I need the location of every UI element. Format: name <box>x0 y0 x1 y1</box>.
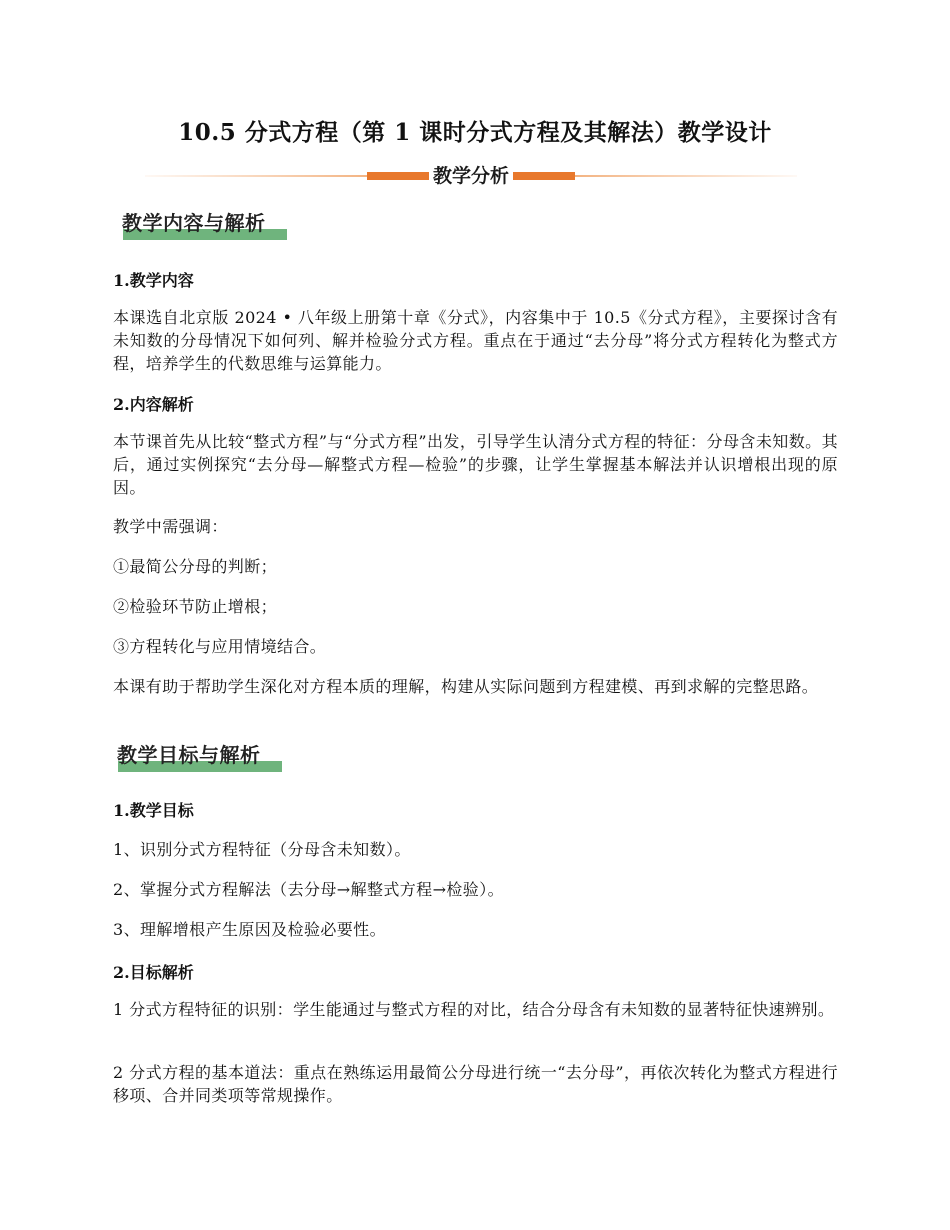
paragraph: 2 分式方程的基本道法：重点在熟练运用最简公分母进行统一“去分母”，再依次转化为整式方程进行移项、合并同类项等常规操作。 <box>113 1063 838 1105</box>
paragraph: 本节课首先从比较“整式方程”与“分式方程”出发，引导学生认清分式方程的特征：分母含未知数。其后，通过实例探究“去分母—解整式方程—检验”的步骤，让学生掌握基本解法并认识增根出现的原因。 <box>113 432 838 497</box>
subheading-content-analysis: 2.内容解析 <box>113 395 194 414</box>
paragraph: 本课选自北京版 2024 • 八年级上册第十章《分式》，内容集中于 10.5《分式方程》，主要探讨含有未知数的分母情况下如何列、解并检验分式方程。重点在于通过“去分母”将分式方程转化为整式方程，培养学生的代数思维与运算能力。 <box>113 308 838 373</box>
list-item: ①最简公分母的判断； <box>113 557 278 576</box>
heading-text: 教学内容与解析 <box>122 211 266 235</box>
banner-bar-right <box>513 172 575 180</box>
banner-line-left <box>145 175 367 177</box>
section-heading-objectives <box>113 740 283 772</box>
subheading-teaching-content: 1.教学内容 <box>113 271 194 290</box>
list-item: ③方程转化与应用情境结合。 <box>113 637 327 656</box>
banner-label: 教学分析 <box>432 165 509 187</box>
paragraph: 本课有助于帮助学生深化对方程本质的理解，构建从实际问题到方程建模、再到求解的完整思路。 <box>113 677 819 696</box>
goal-item: 3、理解增根产生原因及检验必要性。 <box>113 920 386 939</box>
subheading-teaching-goals: 1.教学目标 <box>113 801 194 820</box>
section-heading-content <box>118 208 288 240</box>
paragraph: 教学中需强调： <box>113 517 228 536</box>
goal-item: 1、识别分式方程特征（分母含未知数）。 <box>113 840 411 859</box>
list-item: ②检验环节防止增根； <box>113 597 278 616</box>
subheading-goal-analysis: 2.目标解析 <box>113 963 194 982</box>
banner-bar-left <box>367 172 429 180</box>
paragraph: 1 分式方程特征的识别：学生能通过与整式方程的对比，结合分母含有未知数的显著特征快速辨别。 <box>113 1000 835 1019</box>
document-title: 10.5 分式方程（第 1 课时分式方程及其解法）教学设计 <box>178 119 772 146</box>
section-banner <box>145 163 797 189</box>
banner-line-right <box>575 175 797 177</box>
heading-text: 教学目标与解析 <box>117 743 261 767</box>
goal-item: 2、掌握分式方程解法（去分母→解整式方程→检验）。 <box>113 880 504 899</box>
